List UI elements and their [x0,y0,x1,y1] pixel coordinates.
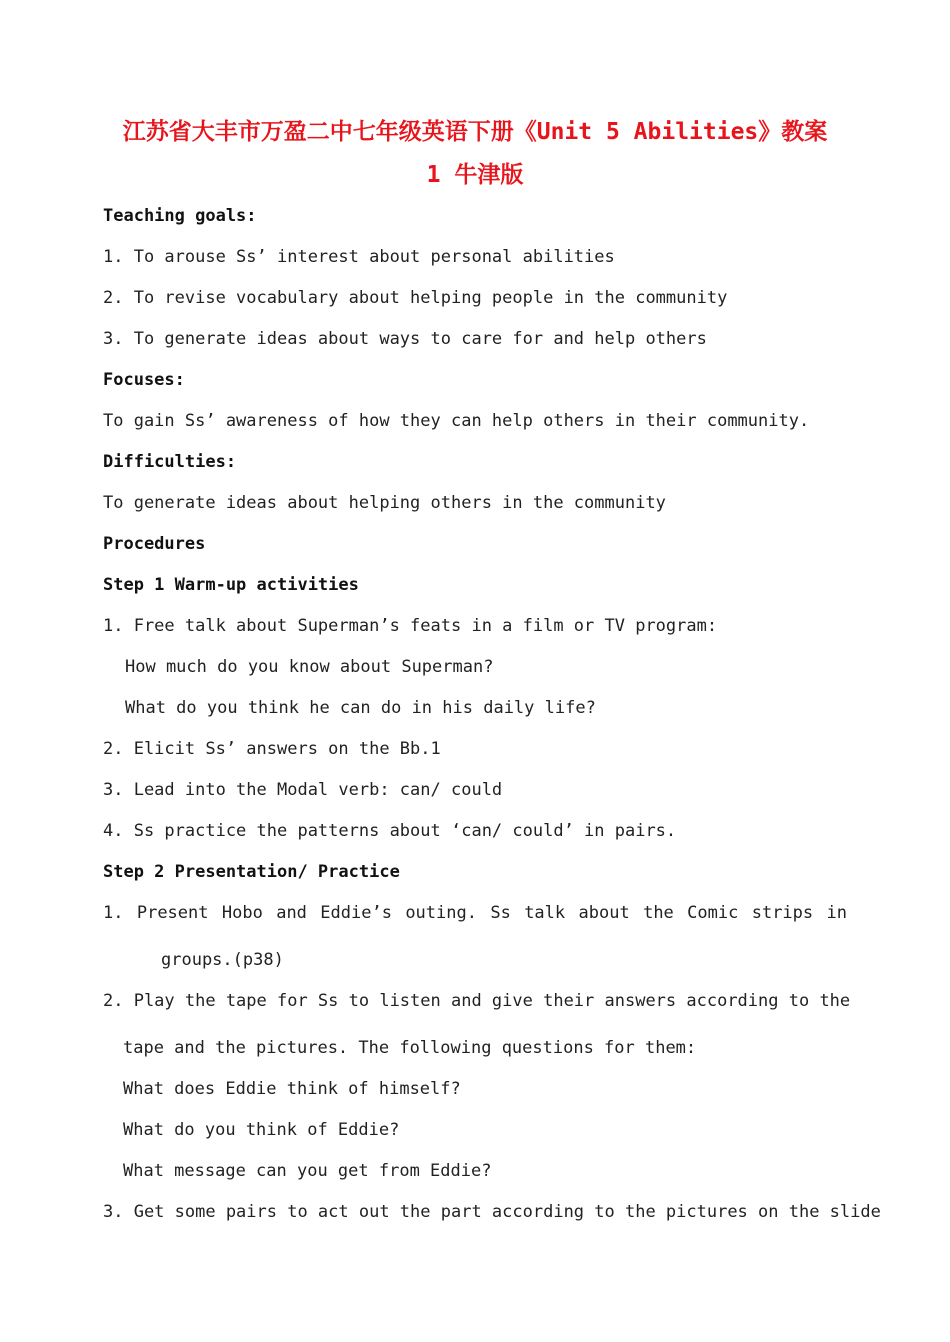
step2-question-3: What message can you get from Eddie? [123,1161,492,1181]
focuses-text: To gain Ss’ awareness of how they can help others in their community. [103,411,810,431]
step2-item-1-line-2: groups.(p38) [161,950,284,970]
step2-item-3: 3. Get some pairs to act out the part according to the pictures on the slide [103,1202,881,1222]
teaching-goal-item-1: 1. To arouse Ss’ interest about personal abilities [103,247,615,267]
step2-item-2-line-2: tape and the pictures. The following questions for them: [123,1038,697,1058]
step2-heading: Step 2 Presentation/ Practice [103,862,400,882]
step1-heading: Step 1 Warm-up activities [103,575,359,595]
step1-question-1: How much do you know about Superman? [125,657,494,677]
step1-item-3: 3. Lead into the Modal verb: can/ could [103,780,503,800]
difficulties-text: To generate ideas about helping others in the community [103,493,666,513]
step1-item-1: 1. Free talk about Superman’s feats in a film or TV program: [103,616,718,636]
difficulties-heading: Difficulties: [103,452,237,472]
teaching-goals-heading: Teaching goals: [103,206,257,226]
step2-question-2: What do you think of Eddie? [123,1120,400,1140]
step1-question-2: What do you think he can do in his daily life? [125,698,596,718]
step2-question-1: What does Eddie think of himself? [123,1079,461,1099]
procedures-heading: Procedures [103,534,206,554]
document-title-line-1: 江苏省大丰市万盈二中七年级英语下册《Unit 5 Abilities》教案 [122,119,828,145]
teaching-goal-item-3: 3. To generate ideas about ways to care for and help others [103,329,707,349]
step1-item-4: 4. Ss practice the patterns about ‘can/ could’ in pairs. [103,821,677,841]
step2-item-2-line-1: 2. Play the tape for Ss to listen and give their answers according to the [103,991,851,1011]
teaching-goal-item-2: 2. To revise vocabulary about helping people in the community [103,288,728,308]
document-title-line-2: 1 牛津版 [426,162,524,188]
step2-item-1-line-1: 1. Present Hobo and Eddie’s outing. Ss talk about the Comic strips in [103,903,847,923]
step1-item-2: 2. Elicit Ss’ answers on the Bb.1 [103,739,441,759]
focuses-heading: Focuses: [103,370,185,390]
